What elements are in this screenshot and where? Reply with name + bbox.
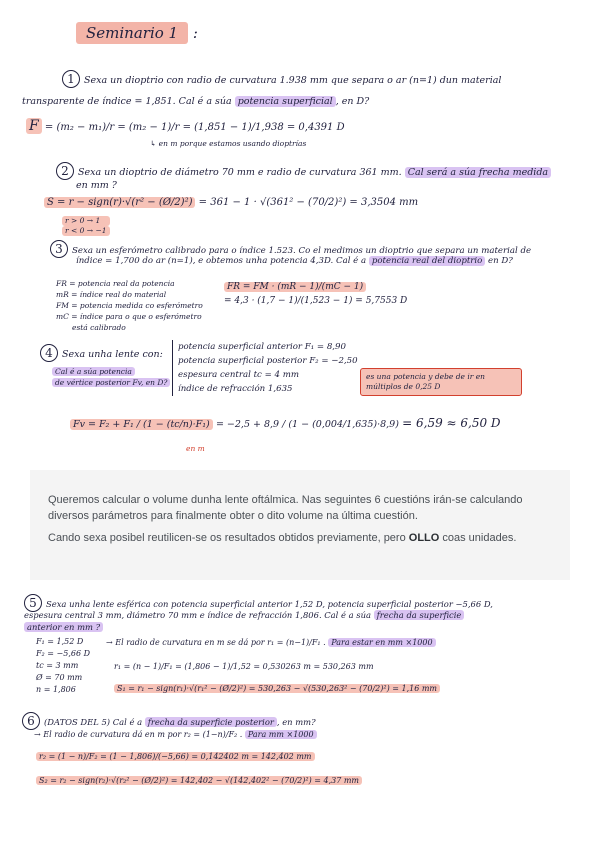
q6-arrow-note: → El radio de curvatura dá en m por r₂ = (1−n)/F₂ . Para mm ×1000 bbox=[34, 730, 317, 739]
q2-formula bbox=[44, 197, 418, 208]
q5-highlight: frecha da superficie bbox=[374, 610, 465, 620]
q1-formula-lhs: F bbox=[26, 118, 42, 134]
q2-statement: 2 Sexa un dioptrio de diámetro 70 mm e radio de curvatura 361 mm. Cal será a súa frecha medida bbox=[56, 162, 551, 180]
info-box bbox=[30, 470, 570, 580]
q5-sagitta-calc: S₁ = r₁ − sign(r₁)·√(r₁² − (Ø/2)²) = 530,263 − √(530,263² − (70/2)²) = 1,16 mm bbox=[114, 684, 440, 693]
q2-case-positive: r > 0 → 1 bbox=[62, 216, 110, 226]
q2-formula-lhs: S = r − sign(r)·√(r² − (Ø/2)²) bbox=[44, 197, 195, 208]
q4-intro: 4 Sexa unha lente con: bbox=[40, 344, 163, 362]
q6-sagitta-calc: S₂ = r₂ − sign(r₂)·√(r₂² − (Ø/2)²) = 142,402 − √(142,402² − (70/2)²) = 4,37 mm bbox=[36, 776, 362, 785]
q6-highlight: frecha da superficie posterior bbox=[145, 717, 277, 727]
q4-result: = 6,59 ≈ 6,50 D bbox=[402, 416, 501, 430]
q4-ask-line1: Cal é a súa potencia bbox=[52, 367, 135, 376]
q5-arrow-note: → El radio de curvatura en m se dá por r₁ = (n−1)/F₁ . Para estar en mm ×1000 bbox=[106, 638, 436, 647]
q5-number: 5 bbox=[24, 594, 42, 612]
q5-statement-line2: espesura central 3 mm, diámetro 70 mm e índice de refracción 1,806. Cal é a súa frecha da superficie bbox=[24, 610, 464, 620]
q5-data-f1: F₁ = 1,52 D bbox=[36, 637, 84, 646]
q1-statement-line2: transparente de índice = 1,851. Cal é a súa potencia superficial , en D? bbox=[22, 96, 370, 107]
q3-highlight: potencia real del dioptrio bbox=[369, 256, 485, 266]
q5-statement-line3 bbox=[24, 622, 103, 632]
q6-number: 6 bbox=[22, 712, 40, 730]
q3-number: 3 bbox=[50, 240, 68, 258]
q5-data-f2: F₂ = −5,66 D bbox=[36, 649, 91, 658]
q6-radius-calc: r₂ = (1 − n)/F₂ = (1 − 1,806)/(−5,66) = 0,142402 m = 142,402 mm bbox=[36, 752, 315, 761]
info-ollo: OLLO bbox=[408, 532, 440, 544]
q3-def-fr: FR = potencia real da potencia bbox=[56, 279, 175, 288]
q5-statement: 5 Sexa unha lente esférica con potencia superficial anterior 1,52 D, potencia superficial posterior −5,66 D, bbox=[24, 594, 493, 612]
q3-def-mr: mR = índice real do material bbox=[56, 290, 167, 299]
q3-def-mc: mC = índice para o que o esferómetro bbox=[56, 312, 202, 321]
q2-sign-cases bbox=[62, 216, 110, 236]
q4-formula-lhs: Fv = F₂ + F₁ / (1 − (tc/n)·F₁) bbox=[70, 419, 213, 430]
q4-number: 4 bbox=[40, 344, 58, 362]
q5-data-tc: tc = 3 mm bbox=[36, 661, 79, 670]
q3-formula bbox=[218, 281, 407, 306]
q1-number: 1 bbox=[62, 70, 80, 88]
page-title bbox=[76, 24, 198, 42]
q4-formula-calc: = −2,5 + 8,9 / (1 − (0,004/1,635)·8,9) bbox=[215, 419, 399, 430]
q4-item-f2: potencia superficial posterior F₂ = −2,50 bbox=[178, 356, 358, 366]
q4-note-box: es una potencia y debe de ir en múltiplos de 0,25 D bbox=[360, 368, 522, 396]
q1-line1: Sexa un dioptrio con radio de curvatura 1.938 mm que separa o ar (n=1) dun material bbox=[84, 75, 502, 86]
q1-formula-rhs: = (m₂ − m₁)/r = (m₂ − 1)/r = (1,851 − 1)/1,938 = 0,4391 D bbox=[44, 122, 345, 133]
title-text: Seminario 1 bbox=[76, 22, 188, 44]
q1-formula bbox=[26, 118, 345, 134]
q5-radius-calc: r₁ = (n − 1)/F₁ = (1,806 − 1)/1,52 = 0,530263 m = 530,263 mm bbox=[114, 662, 374, 671]
q6-arrow-highlight: Para mm ×1000 bbox=[245, 730, 317, 739]
q4-item-n: índice de refracción 1,635 bbox=[178, 384, 293, 394]
q2-formula-calc: = 361 − 1 · √(361² − (70/2)²) = 3,3504 mm bbox=[198, 197, 419, 208]
q5-data-list bbox=[36, 636, 90, 696]
q3-formula-lhs: FR = FM · (mR − 1)/(mC − 1) bbox=[224, 282, 366, 292]
q3-statement: 3 Sexa un esferómetro calibrado para o índice 1.523. Co el medimos un dioptrio que separa un material de bbox=[50, 240, 531, 258]
q3-formula-calc: = 4,3 · (1,7 − 1)/(1,523 − 1) = 5,7553 D bbox=[224, 296, 408, 306]
q3-def-mc-cont: está calibrado bbox=[72, 323, 126, 332]
q4-unit-note: en m bbox=[186, 444, 205, 453]
q6-statement: 6 (DATOS DEL 5) Cal é a frecha da superficie posterior , en mm? bbox=[22, 712, 316, 730]
q4-data-list bbox=[172, 340, 358, 396]
q2-number: 2 bbox=[56, 162, 74, 180]
q5-arrow-highlight: Para estar en mm ×1000 bbox=[328, 638, 435, 647]
q4-question bbox=[52, 366, 170, 388]
q3-statement-line2: índice = 1,700 do ar (n=1), e obtemos unha potencia 4,3D. Cal é a potencia real del dioptrio en D? bbox=[76, 256, 513, 266]
info-paragraph-1: Queremos calcular o volume dunha lente oftálmica. Nas seguintes 6 cuestións irán-se calculando diversos parámetros para finalmente obter o dito volume na última cuestión. bbox=[48, 494, 523, 522]
q5-data-n: n = 1,806 bbox=[36, 685, 76, 694]
q2-case-negative: r < 0 → −1 bbox=[62, 226, 110, 236]
q3-def-fm: FM = potencia medida co esferómetro bbox=[56, 301, 203, 310]
q4-item-f1: potencia superficial anterior F₁ = 8,90 bbox=[178, 342, 346, 352]
q2-highlight: Cal será a súa frecha medida bbox=[405, 167, 551, 178]
q1-statement bbox=[62, 70, 501, 88]
q1-highlight: potencia superficial bbox=[235, 96, 336, 107]
q4-ask-line2: de vértice posterior Fv, en D? bbox=[52, 378, 170, 387]
q4-item-tc: espesura central tc = 4 mm bbox=[178, 370, 300, 380]
q3-definitions bbox=[56, 278, 203, 333]
q2-statement-line2: en mm ? bbox=[76, 180, 117, 191]
q5-highlight-cont: anterior en mm ? bbox=[24, 622, 103, 632]
q1-note: ↳ en m porque estamos usando dioptrías bbox=[150, 139, 307, 148]
info-paragraph-2: Cando sexa posibel reutilicen-se os resultados obtidos previamente, pero OLLO coas unidades. bbox=[48, 532, 517, 544]
q5-data-diameter: Ø = 70 mm bbox=[36, 673, 83, 682]
title-colon: : bbox=[192, 24, 198, 42]
q4-formula bbox=[70, 416, 501, 430]
